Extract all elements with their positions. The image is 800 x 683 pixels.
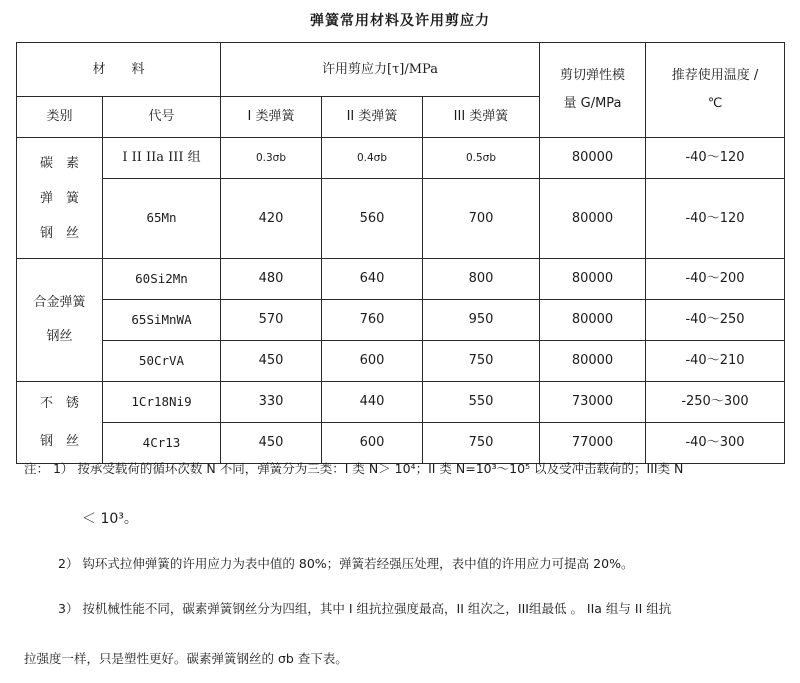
cell-class-2: 560 [322, 179, 423, 259]
cell-shear-modulus: 80000 [540, 138, 646, 179]
cell-temperature: -40～210 [646, 341, 785, 382]
cell-class-2: 440 [322, 382, 423, 423]
cell-class-2: 600 [322, 423, 423, 464]
cell-code: 50CrVA [103, 341, 221, 382]
cell-temperature: -40～120 [646, 138, 785, 179]
group-stainless-steel [17, 382, 103, 464]
cell-class-3: 750 [423, 423, 540, 464]
header-temperature-line1: 推荐使用温度 / [671, 68, 759, 84]
cell-code: I II IIa III 组 [103, 138, 221, 179]
cell-shear-modulus: 80000 [540, 179, 646, 259]
header-temperature [646, 43, 785, 138]
cell-temperature: -40～300 [646, 423, 785, 464]
group-label-line: 钢丝 [46, 329, 73, 344]
cell-code: 65SiMnWA [103, 300, 221, 341]
header-shear-modulus [540, 43, 646, 138]
header-class-2: II 类弹簧 [322, 97, 423, 138]
cell-shear-modulus: 80000 [540, 259, 646, 300]
header-material: 材 料 [17, 43, 221, 97]
cell-class-1: 450 [221, 341, 322, 382]
header-code: 代号 [103, 97, 221, 138]
cell-class-1: 570 [221, 300, 322, 341]
note-3-line1: 3） 按机械性能不同，碳素弹簧钢丝分为四组，其中 I 组抗拉强度最高，II 组次之，III组最低 。 IIa 组与 II 组抗 [58, 601, 672, 616]
header-shear-modulus-line2: 量 G/MPa [563, 96, 622, 111]
cell-class-1: 450 [221, 423, 322, 464]
cell-temperature: -40～250 [646, 300, 785, 341]
cell-class-1: 330 [221, 382, 322, 423]
cell-shear-modulus: 80000 [540, 300, 646, 341]
note-1-line2: ＜ 10³。 [82, 511, 138, 527]
cell-class-2: 0.4σb [322, 138, 423, 179]
group-label-line: 不 锈 [39, 395, 79, 411]
header-class-1: I 类弹簧 [221, 97, 322, 138]
header-category: 类别 [17, 97, 103, 138]
cell-shear-modulus: 80000 [540, 341, 646, 382]
cell-temperature: -40～120 [646, 179, 785, 259]
cell-class-2: 600 [322, 341, 423, 382]
cell-class-3: 750 [423, 341, 540, 382]
cell-class-3: 950 [423, 300, 540, 341]
group-alloy-steel [17, 259, 103, 382]
cell-code: 4Cr13 [103, 423, 221, 464]
cell-class-2: 760 [322, 300, 423, 341]
cell-class-1: 480 [221, 259, 322, 300]
cell-class-3: 550 [423, 382, 540, 423]
header-temperature-line2: ℃ [707, 96, 723, 111]
group-label-line: 碳 素 [39, 155, 79, 171]
cell-class-3: 700 [423, 179, 540, 259]
note-3-line2: 拉强度一样，只是塑性更好。碳素弹簧钢丝的 σb 查下表。 [24, 651, 348, 666]
note-1-line1: 注： 1） 按承受载荷的循环次数 N 不同，弹簧分为三类：I 类 N＞ 10⁴；II 类 N=10³～10⁵ 以及受冲击载荷的；III类 N [24, 461, 684, 476]
table-title: 弹簧常用材料及许用剪应力 [310, 13, 490, 29]
cell-class-3: 800 [423, 259, 540, 300]
cell-class-2: 640 [322, 259, 423, 300]
group-carbon-steel [17, 138, 103, 259]
header-shear-modulus-line1: 剪切弹性模 [559, 68, 625, 84]
cell-code: 60Si2Mn [103, 259, 221, 300]
group-label-line: 弹 簧 [39, 190, 79, 206]
cell-temperature: -250～300 [646, 382, 785, 423]
cell-shear-modulus: 73000 [540, 382, 646, 423]
cell-code: 1Cr18Ni9 [103, 382, 221, 423]
group-label-line: 合金弹簧 [33, 295, 86, 311]
cell-code: 65Mn [103, 179, 221, 259]
header-class-3: III 类弹簧 [423, 97, 540, 138]
cell-class-1: 420 [221, 179, 322, 259]
note-2: 2） 钩环式拉伸弹簧的许用应力为表中值的 80%；弹簧若经强压处理，表中值的许用应力可提高 20%。 [58, 556, 634, 571]
group-label-line: 钢 丝 [39, 433, 79, 449]
cell-class-1: 0.3σb [221, 138, 322, 179]
cell-shear-modulus: 77000 [540, 423, 646, 464]
spring-material-table [16, 42, 785, 464]
group-label-line: 钢 丝 [39, 225, 79, 241]
cell-temperature: -40～200 [646, 259, 785, 300]
cell-class-3: 0.5σb [423, 138, 540, 179]
header-allowable-stress: 许用剪应力[τ]/MPa [221, 43, 540, 97]
